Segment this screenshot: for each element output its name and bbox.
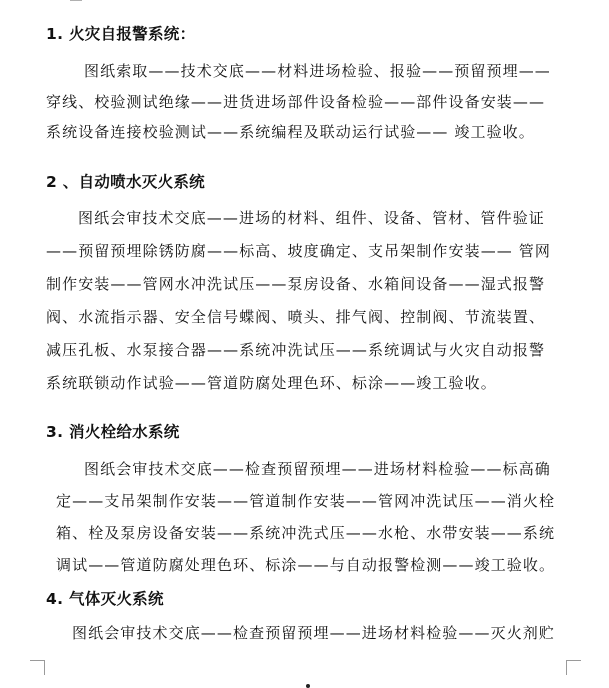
section-1-line-1: 图纸索取——技术交底——材料进场检验、报验——预留预埋—— bbox=[84, 62, 551, 80]
section-2-line-1: 图纸会审技术交底——进场的材料、组件、设备、管材、管件验证 bbox=[78, 209, 545, 227]
section-2-line-6: 系统联锁动作试验——管道防腐处理色环、标涂——竣工验收。 bbox=[46, 374, 497, 392]
section-2-line-3: 制作安装——管网水冲洗试压——泵房设备、水箱间设备——湿式报警 bbox=[46, 275, 546, 293]
section-4-heading: 4. 气体灭火系统 bbox=[46, 590, 164, 608]
section-3-line-1: 图纸会审技术交底——检查预留预埋——进场材料检验——标高确 bbox=[84, 460, 551, 478]
section-1-line-3: 系统设备连接校验测试——系统编程及联动运行试验—— 竣工验收。 bbox=[46, 123, 535, 141]
margin-corner-mark-left bbox=[30, 660, 45, 675]
section-3-heading: 3. 消火栓给水系统 bbox=[46, 423, 180, 441]
section-2-line-4: 阀、水流指示器、安全信号蝶阀、喷头、排气阀、控制阀、节流装置、 bbox=[46, 308, 546, 326]
section-3-line-4: 调试——管道防腐处理色环、标涂——与自动报警检测——竣工验收。 bbox=[56, 556, 556, 574]
section-3-line-2: 定——支吊架制作安装——管道制作安装——管网冲洗试压——消火栓 bbox=[56, 492, 556, 510]
page-bottom-dot bbox=[306, 684, 310, 688]
page-top-mark bbox=[70, 0, 82, 1]
section-1-line-2: 穿线、校验测试绝缘——进货进场部件设备检验——部件设备安装—— bbox=[46, 93, 546, 111]
margin-corner-mark-right bbox=[566, 660, 581, 675]
section-2-line-2: ——预留预埋除锈防腐——标高、坡度确定、支吊架制作安装—— 管网 bbox=[46, 242, 551, 260]
section-2-heading: 2 、自动喷水灭火系统 bbox=[46, 173, 205, 191]
section-3-line-3: 箱、栓及泵房设备安装——系统冲洗式压——水枪、水带安装——系统 bbox=[56, 524, 556, 542]
section-2-line-5: 减压孔板、水泵接合器——系统冲洗试压——系统调试与火灾自动报警 bbox=[46, 341, 546, 359]
section-4-line-1: 图纸会审技术交底——检查预留预埋——进场材料检验——灭火剂贮 bbox=[72, 624, 556, 642]
section-1-heading: 1. 火灾自报警系统： bbox=[46, 25, 196, 43]
